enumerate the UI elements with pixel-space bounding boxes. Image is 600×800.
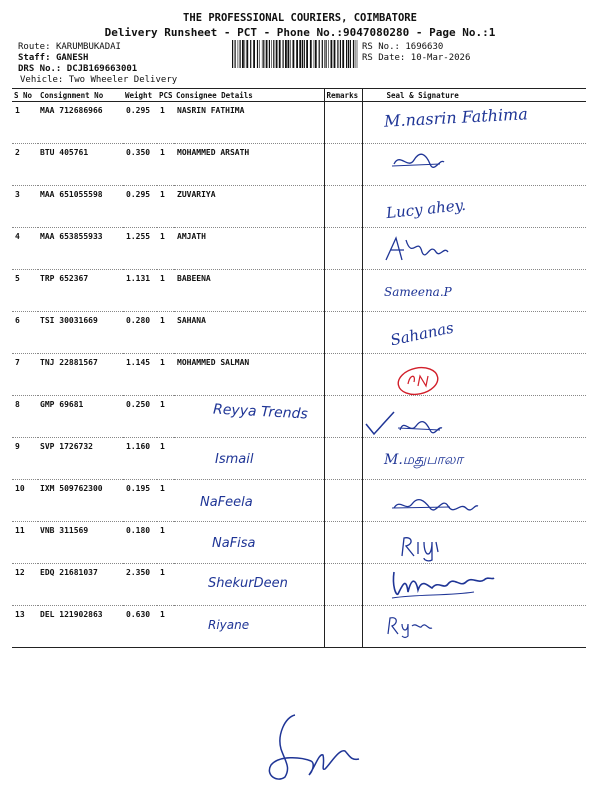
handwritten-consignee: Riyane bbox=[208, 618, 250, 632]
table-row bbox=[12, 144, 586, 186]
vehicle-value: Two Wheeler Delivery bbox=[68, 75, 178, 85]
row-weight: 1.160 bbox=[123, 438, 157, 480]
barcode-bar bbox=[266, 40, 268, 68]
row-remarks bbox=[324, 606, 362, 648]
barcode-bar bbox=[263, 40, 264, 68]
barcode-bar bbox=[271, 40, 272, 68]
signature-9: M.மதுபாலா bbox=[384, 452, 463, 468]
signature-10 bbox=[390, 492, 480, 516]
barcode-bar bbox=[232, 40, 233, 68]
row-remarks bbox=[324, 228, 362, 270]
barcode-bar bbox=[314, 40, 315, 68]
table-row bbox=[12, 270, 586, 312]
barcode-bar bbox=[273, 40, 274, 68]
barcode-bar bbox=[257, 40, 258, 68]
table-row bbox=[12, 228, 586, 270]
barcode-bar bbox=[304, 40, 305, 68]
table-row bbox=[12, 438, 586, 480]
barcode-bar bbox=[276, 40, 278, 68]
row-weight: 0.295 bbox=[123, 186, 157, 228]
row-consignment-no: SVP 1726732 bbox=[38, 438, 123, 480]
row-weight: 1.255 bbox=[123, 228, 157, 270]
table-row bbox=[12, 186, 586, 228]
col-signature: Seal & Signature bbox=[362, 89, 586, 102]
row-remarks bbox=[324, 102, 362, 144]
row-sno: 10 bbox=[12, 480, 38, 522]
staff-value: GANESH bbox=[55, 53, 89, 63]
table-row bbox=[12, 606, 586, 648]
row-sno: 7 bbox=[12, 354, 38, 396]
row-weight: 0.295 bbox=[123, 102, 157, 144]
col-remarks: Remarks bbox=[324, 89, 362, 102]
signature-6: Sahanas bbox=[388, 318, 456, 350]
barcode-bar bbox=[290, 40, 291, 68]
row-weight: 0.350 bbox=[123, 144, 157, 186]
row-weight: 2.350 bbox=[123, 564, 157, 606]
col-consignee: Consignee Details bbox=[174, 89, 324, 102]
row-sno: 9 bbox=[12, 438, 38, 480]
row-remarks bbox=[324, 480, 362, 522]
row-consignment-no: TNJ 22881567 bbox=[38, 354, 123, 396]
handwritten-consignee: ShekurDeen bbox=[208, 576, 288, 591]
row-consignee: AMJATH bbox=[174, 228, 324, 270]
staff-line: Staff: GANESH bbox=[18, 53, 89, 63]
row-pcs: 1 bbox=[157, 522, 174, 564]
barcode-bar bbox=[306, 40, 308, 68]
handwritten-consignee: Ismail bbox=[215, 452, 254, 467]
row-consignment-no: TSI 30031669 bbox=[38, 312, 123, 354]
row-sno: 4 bbox=[12, 228, 38, 270]
row-pcs: 1 bbox=[157, 564, 174, 606]
barcode-bar bbox=[279, 40, 281, 68]
row-consignment-no: VNB 311569 bbox=[38, 522, 123, 564]
handwritten-consignee: NaFeela bbox=[200, 495, 253, 510]
row-consignee: NASRIN FATHIMA bbox=[174, 102, 324, 144]
table-row bbox=[12, 564, 586, 606]
row-weight: 1.131 bbox=[123, 270, 157, 312]
row-pcs: 1 bbox=[157, 144, 174, 186]
handwritten-consignee: Reyya Trends bbox=[212, 401, 309, 423]
col-consignment: Consignment No bbox=[38, 89, 123, 102]
row-pcs: 1 bbox=[157, 606, 174, 648]
barcode-bar bbox=[342, 40, 344, 68]
barcode-bar bbox=[315, 40, 317, 68]
route-value: KARUMBUKADAI bbox=[55, 42, 121, 52]
runsheet-table bbox=[12, 88, 586, 648]
barcode-bar bbox=[296, 40, 298, 68]
row-pcs: 1 bbox=[157, 354, 174, 396]
rs-date-line: RS Date: 10-Mar-2026 bbox=[362, 53, 471, 63]
rs-no-line: RS No.: 1696630 bbox=[362, 42, 444, 52]
row-consignment-no: BTU 405761 bbox=[38, 144, 123, 186]
row-weight: 0.195 bbox=[123, 480, 157, 522]
row-pcs: 1 bbox=[157, 312, 174, 354]
barcode-bar bbox=[250, 40, 251, 68]
signature-13 bbox=[384, 612, 444, 640]
row-weight: 0.280 bbox=[123, 312, 157, 354]
table-row bbox=[12, 522, 586, 564]
barcode-bar bbox=[283, 40, 284, 68]
row-sno: 12 bbox=[12, 564, 38, 606]
barcode-bar bbox=[293, 40, 295, 68]
barcode-bar bbox=[319, 40, 320, 68]
row-consignment-no: DEL 121902863 bbox=[38, 606, 123, 648]
row-consignee: BABEENA bbox=[174, 270, 324, 312]
drs-line: DRS No.: DCJB169663001 bbox=[18, 64, 138, 74]
barcode-bar bbox=[235, 40, 236, 68]
signature-3: Lucy ahey. bbox=[385, 195, 467, 223]
barcode-bar bbox=[340, 40, 341, 68]
barcode-bar bbox=[331, 40, 333, 68]
runsheet-subtitle: Delivery Runsheet - PCT - Phone No.:9047080280 - Page No.:1 bbox=[104, 26, 496, 39]
row-consignment-no: MAA 653855933 bbox=[38, 228, 123, 270]
row-remarks bbox=[324, 270, 362, 312]
row-pcs: 1 bbox=[157, 270, 174, 312]
barcode-bar bbox=[310, 40, 312, 68]
row-pcs: 1 bbox=[157, 186, 174, 228]
barcode-bar bbox=[245, 40, 246, 68]
row-pcs: 1 bbox=[157, 396, 174, 438]
row-consignment-no: MAA 712686966 bbox=[38, 102, 123, 144]
barcode-bar bbox=[269, 40, 270, 68]
row-sno: 5 bbox=[12, 270, 38, 312]
row-consignment-no: EDQ 21681037 bbox=[38, 564, 123, 606]
barcode-bar bbox=[238, 40, 239, 68]
row-sno: 13 bbox=[12, 606, 38, 648]
drs-value: DCJB169663001 bbox=[66, 64, 138, 74]
col-sno: S No bbox=[12, 89, 38, 102]
table-row bbox=[12, 354, 586, 396]
row-remarks bbox=[324, 186, 362, 228]
row-consignment-no: MAA 651055598 bbox=[38, 186, 123, 228]
rs-date-value: 10-Mar-2026 bbox=[410, 53, 471, 63]
barcode-bar bbox=[259, 40, 260, 68]
row-sno: 6 bbox=[12, 312, 38, 354]
signature-8 bbox=[364, 408, 444, 438]
row-remarks bbox=[324, 144, 362, 186]
row-consignment-no: IXM 509762300 bbox=[38, 480, 123, 522]
barcode-bar bbox=[322, 40, 323, 68]
row-remarks bbox=[324, 564, 362, 606]
barcode-bar bbox=[240, 40, 241, 68]
row-pcs: 1 bbox=[157, 480, 174, 522]
rs-no-value: 1696630 bbox=[405, 42, 444, 52]
table-row bbox=[12, 312, 586, 354]
row-pcs: 1 bbox=[157, 228, 174, 270]
col-pcs: PCS bbox=[159, 90, 173, 100]
route-line: Route: KARUMBUKADAI bbox=[18, 42, 121, 52]
row-consignment-no: GMP 69681 bbox=[38, 396, 123, 438]
barcode-bar bbox=[357, 40, 358, 68]
barcode-bar bbox=[302, 40, 303, 68]
received-stamp bbox=[394, 364, 442, 398]
signature-1: M.nasrin Fathima bbox=[383, 104, 529, 131]
row-remarks bbox=[324, 522, 362, 564]
row-consignee: SAHANA bbox=[174, 312, 324, 354]
signature-12 bbox=[388, 566, 498, 606]
barcode-bar bbox=[324, 40, 325, 68]
row-weight: 0.250 bbox=[123, 396, 157, 438]
company-title: THE PROFESSIONAL COURIERS, COIMBATORE bbox=[183, 12, 417, 24]
row-sno: 11 bbox=[12, 522, 38, 564]
row-consignment-no: TRP 652367 bbox=[38, 270, 123, 312]
signature-4 bbox=[382, 232, 452, 268]
row-sno: 2 bbox=[12, 144, 38, 186]
col-weight: Weight bbox=[123, 89, 157, 102]
row-weight: 1.145 bbox=[123, 354, 157, 396]
signature-5: Sameena.P bbox=[384, 285, 452, 299]
vehicle-line: Vehicle: Two Wheeler Delivery bbox=[20, 75, 178, 85]
barcode-bar bbox=[326, 40, 327, 68]
row-remarks bbox=[324, 354, 362, 396]
row-pcs: 1 bbox=[157, 102, 174, 144]
barcode-bar bbox=[355, 40, 356, 68]
barcode-bar bbox=[253, 40, 255, 68]
barcode-bar bbox=[348, 40, 349, 68]
row-consignee: ZUVARIYA bbox=[174, 186, 324, 228]
barcode-bar bbox=[242, 40, 244, 68]
barcode-bar bbox=[246, 40, 248, 68]
barcode-bar bbox=[288, 40, 290, 68]
row-remarks bbox=[324, 438, 362, 480]
row-sno: 8 bbox=[12, 396, 38, 438]
barcode-bar bbox=[262, 40, 263, 68]
barcode-bar bbox=[328, 40, 329, 68]
barcode bbox=[232, 40, 360, 68]
table-header-row bbox=[12, 89, 586, 102]
barcode-bar bbox=[350, 40, 351, 68]
signature-11 bbox=[398, 532, 444, 562]
handwritten-consignee: NaFisa bbox=[212, 536, 256, 551]
row-weight: 0.630 bbox=[123, 606, 157, 648]
barcode-bar bbox=[346, 40, 347, 68]
row-weight: 0.180 bbox=[123, 522, 157, 564]
barcode-bar bbox=[299, 40, 301, 68]
signature-2 bbox=[390, 150, 450, 176]
row-signature bbox=[362, 522, 586, 564]
row-sno: 3 bbox=[12, 186, 38, 228]
barcode-bar bbox=[337, 40, 338, 68]
row-sno: 1 bbox=[12, 102, 38, 144]
table-row bbox=[12, 480, 586, 522]
row-remarks bbox=[324, 396, 362, 438]
row-remarks bbox=[324, 312, 362, 354]
row-consignee: MOHAMMED ARSATH bbox=[174, 144, 324, 186]
row-consignee: MOHAMMED SALMAN bbox=[174, 354, 324, 396]
barcode-bar bbox=[334, 40, 336, 68]
barcode-bar bbox=[285, 40, 287, 68]
bottom-signature bbox=[255, 705, 365, 785]
barcode-bar bbox=[353, 40, 354, 68]
row-pcs: 1 bbox=[157, 438, 174, 480]
